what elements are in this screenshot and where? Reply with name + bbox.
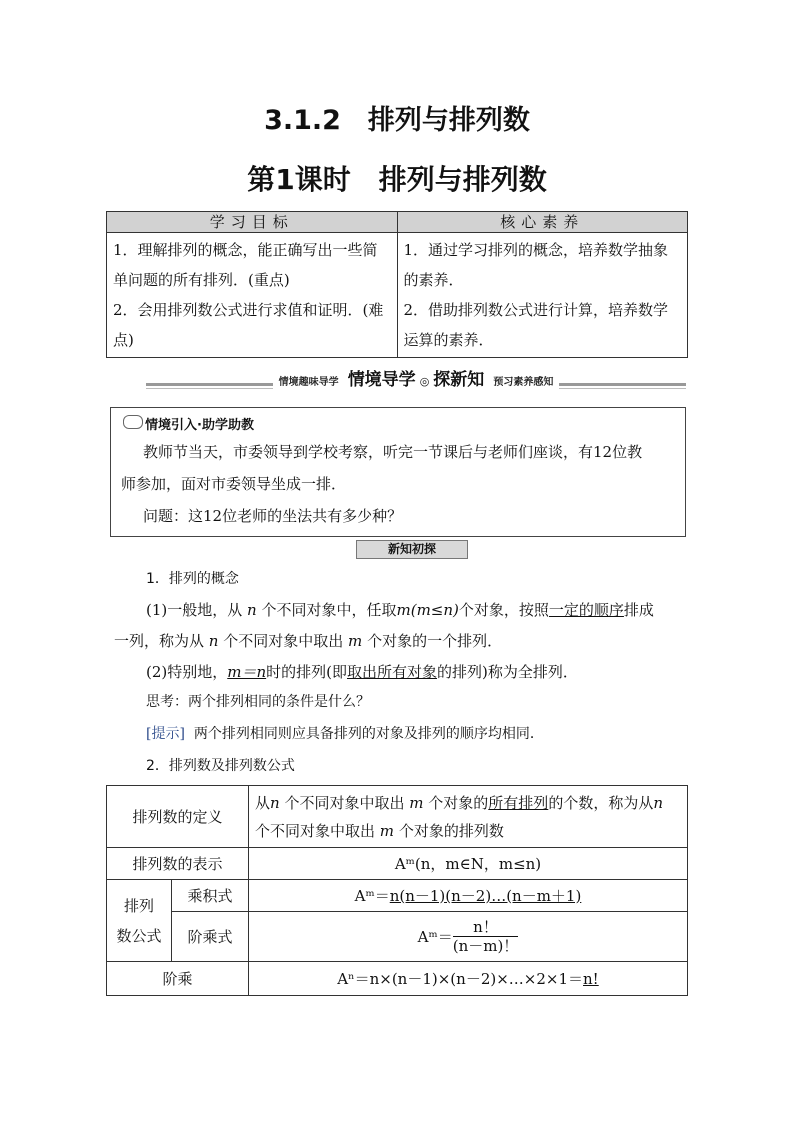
objectives-right bbox=[397, 233, 688, 358]
lesson-title: 第1课时 排列与排列数 bbox=[247, 163, 547, 196]
formula-table bbox=[106, 785, 688, 996]
objectives-left bbox=[107, 233, 398, 358]
objective-line: 1．理解排列的概念，能正确写出一些简 bbox=[113, 241, 378, 259]
intro-heading: 情境引入·助学助教 bbox=[145, 418, 254, 433]
s1-p2: (2)特别地，m＝n时的排列(即取出所有对象的排列)称为全排列． bbox=[146, 663, 578, 681]
banner-sep-icon: ◎ bbox=[419, 375, 430, 388]
def-label: 排列数的定义 bbox=[107, 786, 249, 848]
objectives-header-left: 学习目标 bbox=[107, 212, 398, 233]
literacy-line: 1．通过学习排列的概念，培养数学抽象 bbox=[403, 241, 669, 259]
section-banner bbox=[146, 365, 686, 391]
literacy-line: 运算的素养． bbox=[403, 331, 494, 349]
banner-right-text: 预习素养感知 bbox=[493, 377, 554, 388]
s1-heading: 1．排列的概念 bbox=[146, 571, 239, 587]
rep-content: Aᵐ(n，m∈N，m≤n) bbox=[249, 848, 688, 880]
s2-heading: 2．排列数及排列数公式 bbox=[146, 758, 295, 774]
intro-question: 问题：这12位老师的坐法共有多少种？ bbox=[143, 507, 403, 525]
s1-p1: (1)一般地，从 n 个不同对象中，任取m(m≤n)个对象，按照一定的顺序排成 bbox=[146, 601, 654, 619]
banner-main-text2: 探新知 bbox=[429, 370, 488, 390]
s1-hint: [提示] 两个排列相同则应具备排列的对象及排列的顺序均相同． bbox=[146, 726, 544, 742]
objective-line: 单问题的所有排列．(重点) bbox=[113, 271, 290, 289]
fact-content: Aᵐ＝ $\frac{n!}{(n-m)!}$ bbox=[249, 912, 688, 962]
objectives-header-right: 核心素养 bbox=[397, 212, 688, 233]
intro-icon bbox=[123, 415, 143, 429]
s1-think: 思考：两个排列相同的条件是什么？ bbox=[146, 694, 370, 710]
section-title: 3.1.2 排列与排列数 bbox=[264, 105, 530, 136]
banner-main-text: 情境导学 bbox=[344, 370, 420, 390]
objective-line: 点) bbox=[113, 331, 134, 349]
literacy-line: 的素养． bbox=[403, 271, 464, 289]
s1-p1-cont: 一列，称为从 n 个不同对象中取出 m 个对象的一个排列． bbox=[114, 632, 503, 650]
intro-line: 教师节当天，市委领导到学校考察，听完一节课后与老师们座谈，有12位教 bbox=[143, 443, 643, 461]
objectives-table bbox=[106, 211, 688, 358]
intro-line: 师参加，面对市委领导坐成一排． bbox=[121, 475, 347, 493]
banner-left-text: 情境趣味导学 bbox=[278, 377, 339, 388]
hint-label: [提示] bbox=[146, 726, 185, 742]
def-content: 从n 个不同对象中取出 m 个对象的所有排列的个数，称为从n 个不同对象中取出 m 个对象的排列数 bbox=[249, 786, 688, 848]
prod-label: 乘积式 bbox=[172, 880, 249, 912]
full-content: Aⁿ＝n×(n－1)×(n－2)×…×2×1＝n! bbox=[249, 962, 688, 996]
rep-label: 排列数的表示 bbox=[107, 848, 249, 880]
full-label: 阶乘 bbox=[107, 962, 249, 996]
section-tag: 新知初探 bbox=[356, 540, 468, 559]
prod-content: Aᵐ＝n(n－1)(n－2)…(n－m＋1) bbox=[249, 880, 688, 912]
intro-box bbox=[110, 407, 686, 537]
fact-label: 阶乘式 bbox=[172, 912, 249, 962]
objective-line: 2．会用排列数公式进行求值和证明．(难 bbox=[113, 301, 384, 319]
formula-label: 排列 数公式 bbox=[107, 880, 172, 962]
literacy-line: 2．借助排列数公式进行计算，培养数学 bbox=[403, 301, 669, 319]
